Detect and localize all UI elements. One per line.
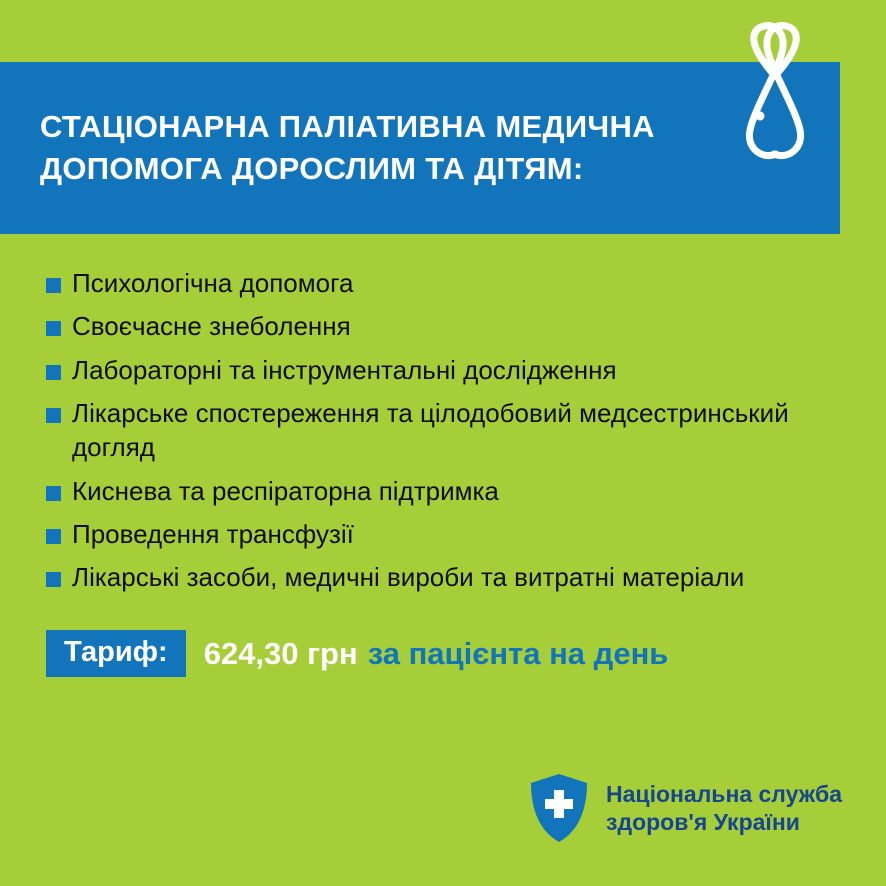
page-title-line-2: ДОПОМОГА ДОРОСЛИМ ТА ДІТЯМ: bbox=[40, 151, 584, 186]
square-bullet-icon bbox=[46, 321, 61, 336]
list-item bbox=[46, 396, 856, 465]
list-item-label: Лікарське спостереження та цілодобовий медсестринський догляд bbox=[72, 397, 789, 463]
list-item-label: Киснева та респіраторна підтримка bbox=[72, 475, 499, 506]
square-bullet-icon bbox=[46, 529, 61, 544]
list-item-label: Лікарські засоби, медичні вироби та витратні матеріали bbox=[72, 562, 745, 593]
square-bullet-icon bbox=[46, 572, 61, 587]
square-bullet-icon bbox=[46, 408, 61, 423]
header-bar bbox=[0, 62, 840, 234]
list-item bbox=[46, 266, 856, 300]
list-item bbox=[46, 353, 856, 387]
list-item-label: Проведення трансфузії bbox=[72, 518, 354, 549]
tariff-amount: 624,30 грн bbox=[203, 636, 358, 671]
list-item bbox=[46, 560, 856, 594]
organization-name-line-2: здоров'я України bbox=[606, 809, 800, 835]
tariff-unit: за пацієнта на день bbox=[367, 636, 669, 671]
list-item-label: Своєчасне знеболення bbox=[72, 311, 351, 342]
square-bullet-icon bbox=[46, 278, 61, 293]
tariff-label: Тариф: bbox=[46, 630, 186, 677]
list-item bbox=[46, 474, 856, 508]
awareness-ribbon-icon bbox=[720, 18, 830, 168]
shield-cross-icon bbox=[528, 772, 590, 844]
list-item-label: Психологічна допомога bbox=[72, 268, 354, 298]
page-title-line-1: СТАЦІОНАРНА ПАЛІАТИВНА МЕДИЧНА bbox=[40, 109, 655, 145]
list-item-label: Лабораторні та інструментальні дослідження bbox=[72, 354, 617, 385]
organization-name bbox=[606, 780, 842, 836]
square-bullet-icon bbox=[46, 486, 61, 501]
organization-name-line-1: Національна служба bbox=[606, 780, 842, 807]
page-title bbox=[40, 106, 655, 189]
services-list bbox=[46, 266, 856, 604]
organization-logo bbox=[528, 772, 842, 844]
tariff-row bbox=[46, 630, 668, 677]
list-item bbox=[46, 517, 856, 551]
square-bullet-icon bbox=[46, 365, 61, 380]
list-item bbox=[46, 309, 856, 343]
